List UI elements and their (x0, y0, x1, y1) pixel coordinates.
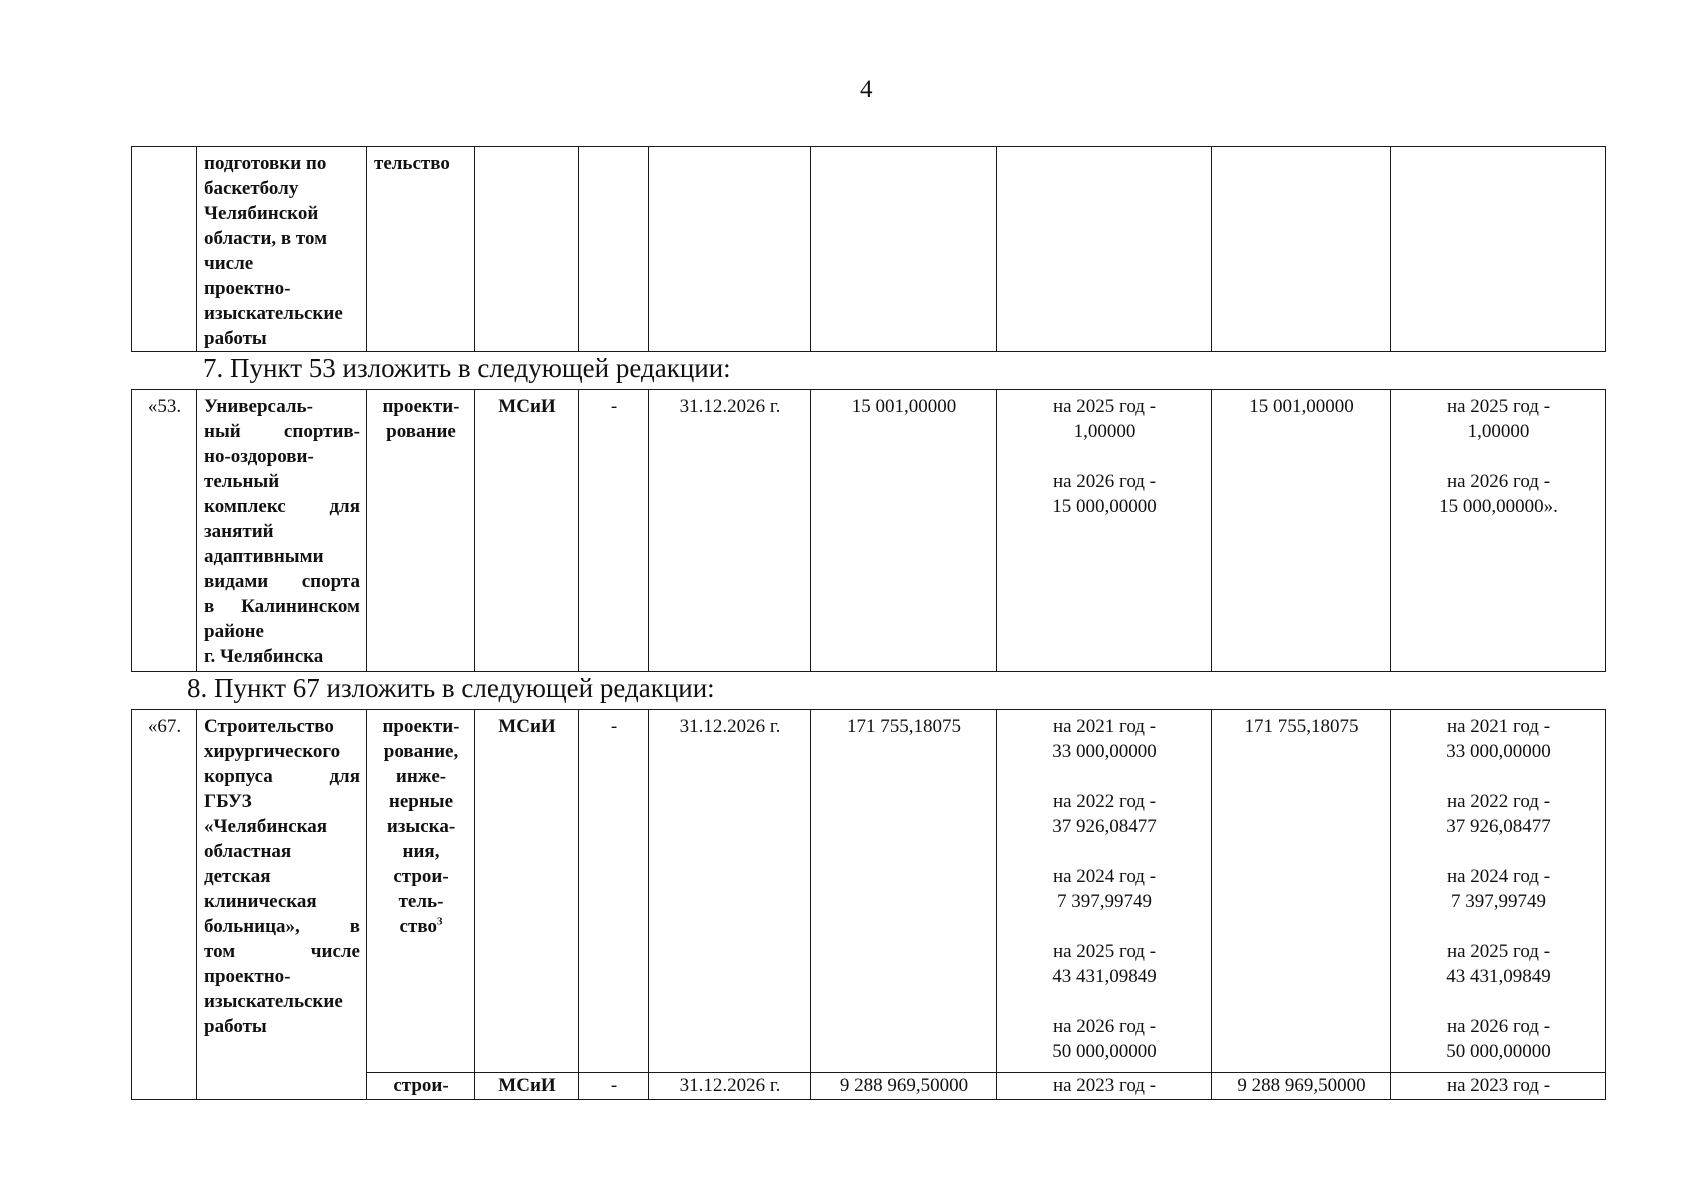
table-item-67 (131, 709, 1606, 1100)
cell-yearly-amounts: на 2025 год - 1,00000 на 2026 год - 15 000,00000 (997, 390, 1212, 672)
table-row (132, 147, 1606, 352)
cell-object-name: Строительство хирургического корпуса для ГБУЗ «Челябинская областная детская клиническая больница», в том числе проектно- изыскательские работы (197, 710, 367, 1100)
cell-work-type: тельство (367, 147, 475, 352)
cell-empty (579, 147, 649, 352)
cell-yearly-amounts-2: на 2025 год - 1,00000 на 2026 год - 15 000,00000». (1391, 390, 1606, 672)
cell-customer: МСиИ (475, 390, 579, 672)
cell-empty (811, 147, 997, 352)
cell-cost: 15 001,00000 (811, 390, 997, 672)
cell-year-label-2: на 2023 год - (1391, 1073, 1606, 1100)
cell-work-type: строи- (367, 1073, 475, 1100)
cell-num: «67. (132, 710, 197, 1100)
page-number: 4 (860, 76, 873, 103)
cell-customer: МСиИ (475, 1073, 579, 1100)
cell-dash: - (579, 1073, 649, 1100)
cell-total: 9 288 969,50000 (1212, 1073, 1391, 1100)
cell-customer: МСиИ (475, 710, 579, 1073)
cell-work-type: проекти- рование, инже- нерные изыска- ния, строи- тель- ство$^3$ (367, 710, 475, 1073)
cell-empty (475, 147, 579, 352)
cell-total: 15 001,00000 (1212, 390, 1391, 672)
footnote-mark: 3 (436, 915, 443, 928)
cell-empty (1391, 147, 1606, 352)
cell-work-type: проекти- рование (367, 390, 475, 672)
table-continuation (131, 146, 1606, 352)
cell-deadline: 31.12.2026 г. (649, 390, 811, 672)
cell-empty (649, 147, 811, 352)
table-row (132, 390, 1606, 672)
cell-deadline: 31.12.2026 г. (649, 1073, 811, 1100)
table-row (132, 710, 1606, 1073)
table-item-53 (131, 389, 1606, 672)
cell-empty (997, 147, 1212, 352)
heading-item-8: 8. Пункт 67 изложить в следующей редакции: (187, 673, 715, 703)
cell-object-name: Универсаль- ный спортив- но-оздорови- тельный комплекс для занятий адаптивными видами спорта в Калининском районе г. Челябинска (197, 390, 367, 672)
cell-yearly-amounts-2: на 2021 год - 33 000,00000 на 2022 год - 37 926,08477 на 2024 год - 7 397,99749 на 2025 год - 43 431,09849 на 2026 год - 50 000,00000 (1391, 710, 1606, 1073)
cell-yearly-amounts: на 2021 год - 33 000,00000 на 2022 год - 37 926,08477 на 2024 год - 7 397,99749 на 2025 год - 43 431,09849 на 2026 год - 50 000,00000 (997, 710, 1212, 1073)
cell-deadline: 31.12.2026 г. (649, 710, 811, 1073)
cell-empty (1212, 147, 1391, 352)
cell-cost: 171 755,18075 (811, 710, 997, 1073)
cell-cost: 9 288 969,50000 (811, 1073, 997, 1100)
cell-dash: - (579, 390, 649, 672)
cell-object-name: подготовки по баскетболу Челябинской области, в том числе проектно- изыскательские работы (197, 147, 367, 352)
cell-num: «53. (132, 390, 197, 672)
cell-year-label: на 2023 год - (997, 1073, 1212, 1100)
cell-dash: - (579, 710, 649, 1073)
cell-total: 171 755,18075 (1212, 710, 1391, 1073)
heading-item-7: 7. Пункт 53 изложить в следующей редакции: (203, 353, 731, 383)
cell-num (132, 147, 197, 352)
